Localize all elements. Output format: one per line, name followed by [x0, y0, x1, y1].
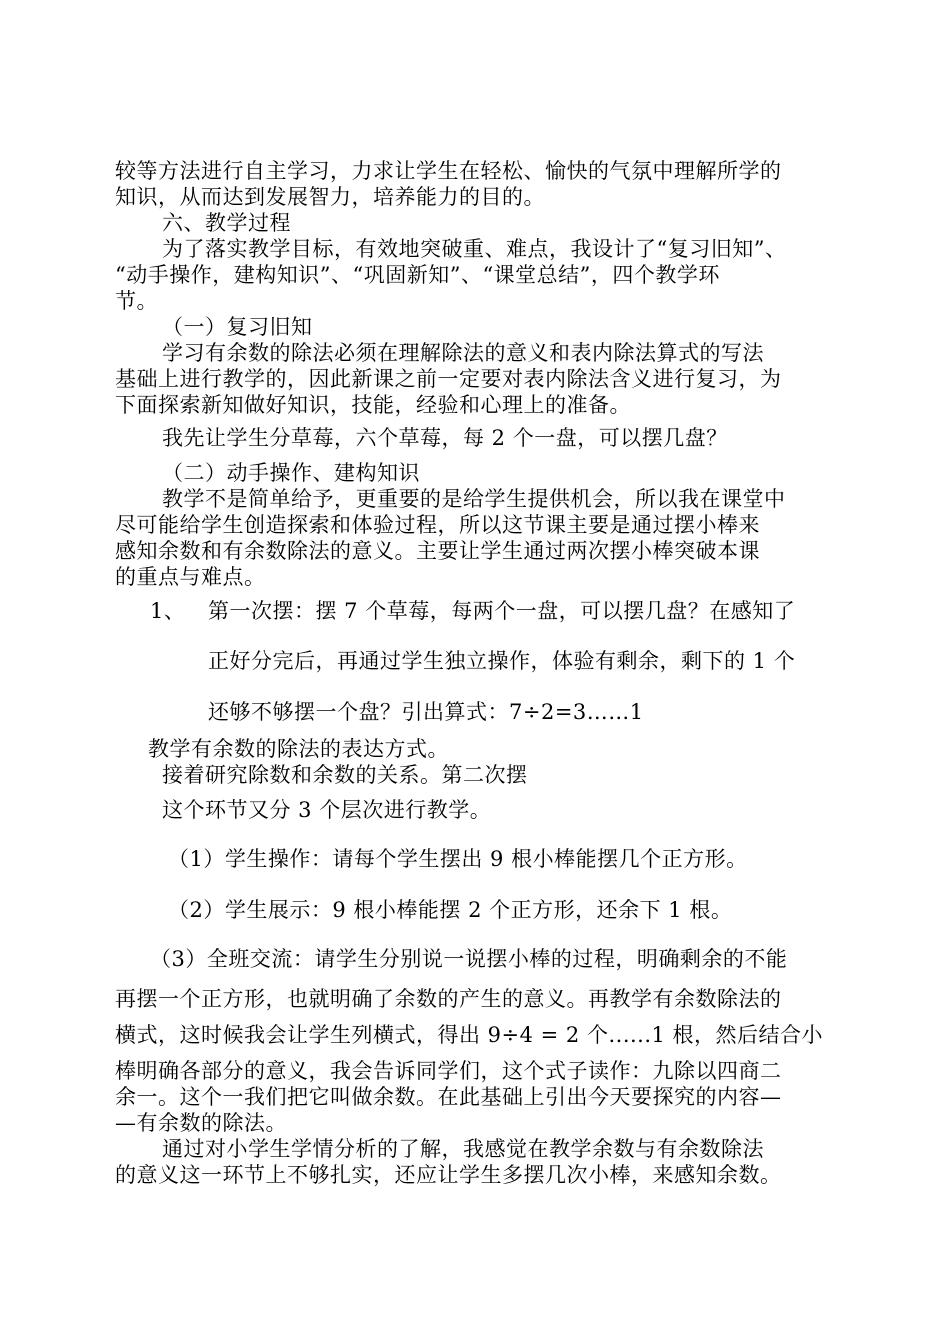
paragraph-line: 的意义这一环节上不够扎实，还应让学生多摆几次小棒，来感知余数。 [115, 1163, 782, 1187]
paragraph-line: 下面探索新知做好知识，技能，经验和心理上的准备。 [115, 393, 631, 417]
paragraph-line: 教学有余数的除法的表达方式。 [148, 737, 449, 761]
subsection-heading: （二）动手操作、建构知识 [162, 461, 420, 485]
list-item-line: 还够不够摆一个盘？引出算式：7÷2=3……1 [208, 700, 644, 724]
paragraph-line: 为了落实教学目标，有效地突破重、难点，我设计了“复习旧知”、 [162, 237, 787, 261]
paragraph-line: 的重点与难点。 [115, 565, 266, 589]
paragraph-line: 这个环节又分 3 个层次进行教学。 [162, 798, 492, 822]
paragraph-line: 通过对小学生学情分析的了解，我感觉在教学余数与有余数除法 [162, 1137, 764, 1161]
paragraph-line: 节。 [115, 289, 158, 313]
list-number: 1、 [150, 599, 186, 623]
paragraph-line: 我先让学生分草莓，六个草莓，每 2 个一盘，可以摆几盘？ [162, 426, 728, 450]
paragraph-line: 横式，这时候我会让学生列横式，得出 9÷4 = 2 个......1 根，然后结合小 [115, 1023, 824, 1047]
paragraph-line: 余一。这个一我们把它叫做余数。在此基础上引出今天要探究的内容— [115, 1085, 782, 1109]
list-item-line: 第一次摆：摆 7 个草莓，每两个一盘，可以摆几盘？在感知了 [208, 599, 796, 623]
section-heading: 六、教学过程 [162, 211, 291, 235]
step-line: （1）学生操作：请每个学生摆出 9 根小棒能摆几个正方形。 [168, 847, 748, 871]
paragraph-line: 棒明确各部分的意义，我会告诉同学们，这个式子读作：九除以四商二 [115, 1059, 782, 1083]
paragraph-line: 再摆一个正方形，也就明确了余数的产生的意义。再教学有余数除法的 [115, 987, 782, 1011]
paragraph-line: —有余数的除法。 [115, 1111, 287, 1135]
paragraph-line: “动手操作，建构知识”、“巩固新知”、“课堂总结”，四个教学环 [115, 263, 720, 287]
list-item-line: 正好分完后，再通过学生独立操作，体验有剩余，剩下的 1 个 [208, 649, 796, 673]
subsection-heading: （一）复习旧知 [162, 315, 313, 339]
paragraph-line: 基础上进行教学的，因此新课之前一定要对表内除法含义进行复习，为 [115, 367, 782, 391]
step-line: （2）学生展示：9 根小棒能摆 2 个正方形，还余下 1 根。 [168, 898, 733, 922]
paragraph-line: 学习有余数的除法必须在理解除法的意义和表内除法算式的写法 [162, 341, 764, 365]
paragraph-line: 教学不是简单给予，更重要的是给学生提供机会，所以我在课堂中 [162, 487, 786, 511]
paragraph-line: 知识，从而达到发展智力，培养能力的目的。 [115, 185, 545, 209]
paragraph-line: 尽可能给学生创造探索和体验过程，所以这节课主要是通过摆小棒来 [115, 513, 760, 537]
step-line: （3）全班交流：请学生分别说一说摆小棒的过程，明确剩余的不能 [150, 947, 788, 971]
paragraph-line: 接着研究除数和余数的关系。第二次摆 [162, 763, 528, 787]
paragraph-line: 较等方法进行自主学习，力求让学生在轻松、愉快的气氛中理解所学的 [115, 159, 782, 183]
paragraph-line: 感知余数和有余数除法的意义。主要让学生通过两次摆小棒突破本课 [115, 539, 760, 563]
